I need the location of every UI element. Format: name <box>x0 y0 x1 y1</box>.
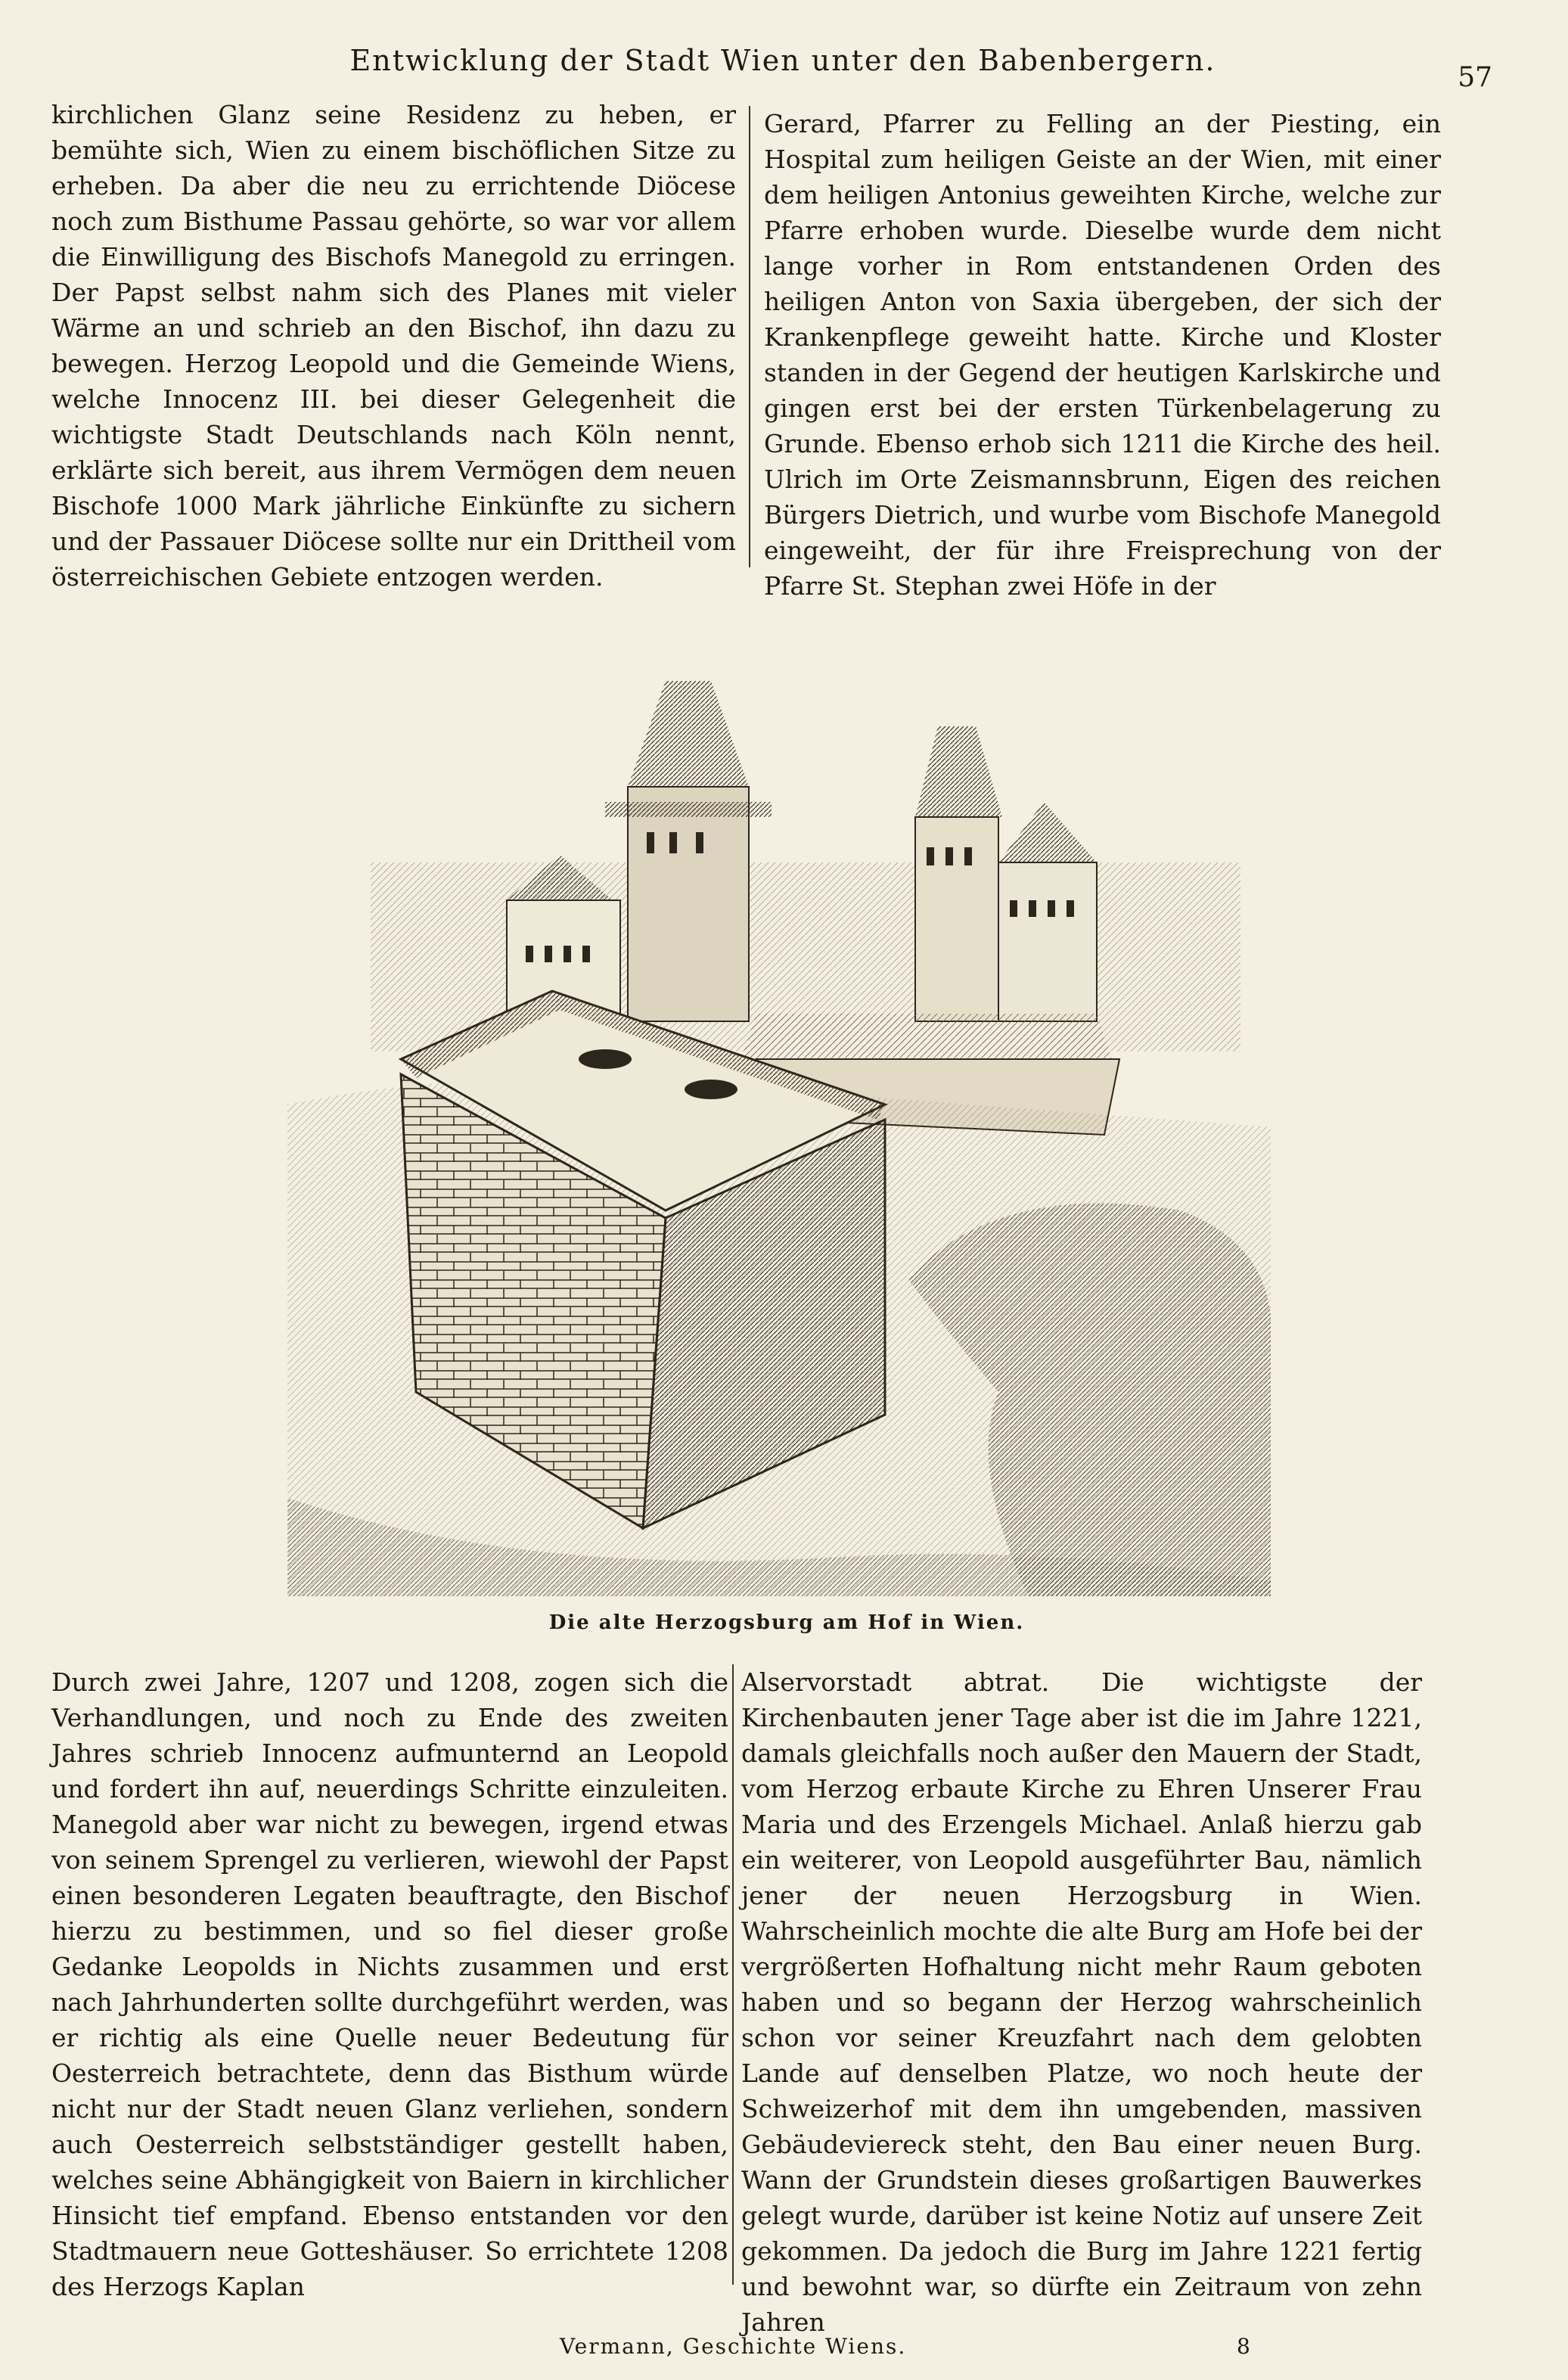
column-divider <box>732 1664 734 2285</box>
footer-author: Vermann, Geschichte Wiens. <box>560 2334 907 2359</box>
page-number: 57 <box>1458 62 1492 93</box>
signature-mark: 8 <box>1237 2334 1250 2359</box>
text-column-bottom-left <box>51 1664 728 2304</box>
text-column-top-left <box>51 97 736 595</box>
engraving-illustration <box>287 635 1271 1596</box>
running-title: Entwicklung der Stadt Wien unter den Babenbergern. <box>349 44 1216 77</box>
paragraph: Durch zwei Jahre, 1207 und 1208, zogen sich die Verhandlungen, und noch zu Ende des zweiten Jahres schrieb Innocenz aufmunternd an Leopold und fordert ihn auf, neuerdings Schritte einzuleiten. Manegold aber war nicht zu bewegen, irgend etwas von seinem Sprengel zu verlieren, wiewohl der Papst einen besonderen Legaten beauftragte, den Bischof hierzu zu bestimmen, und so fiel dieser große Gedanke Leopolds in Nichts zusammen und erst nach Jahrhunderten sollte durchgeführt werden, was er richtig als eine Quelle neuer Bedeutung für Oesterreich betrachtete, denn das Bisthum würde nicht nur der Stadt neuen Glanz verliehen, sondern auch Oesterreich selbstständiger gestellt haben, welches seine Abhängigkeit von Baiern in kirchlicher Hinsicht tief empfand. Ebenso entstanden vor den Stadtmauern neue Gotteshäuser. So errichtete 1208 des Herzogs Kaplan <box>51 1667 728 2301</box>
castle-engraving <box>287 635 1271 1596</box>
paragraph: kirchlichen Glanz seine Residenz zu heben, er bemühte sich, Wien zu einem bischöflichen Sitze zu erheben. Da aber die neu zu errichtende Diöcese noch zum Bisthume Passau gehörte, so war vor allem die Einwilligung des Bischofs Manegold zu erringen. Der Papst selbst nahm sich des Planes mit vieler Wärme an und schrieb an den Bischof, ihn dazu zu bewegen. Herzog Leopold und die Gemeinde Wiens, welche Innocenz III. bei dieser Gelegenheit die wichtigste Stadt Deutschlands nach Köln nennt, erklärte sich bereit, aus ihrem Vermögen dem neuen Bischofe 1000 Mark jährliche Einkünfte zu sichern und der Passauer Diöcese sollte nur ein Drittheil vom österreichischen Gebiete entzogen werden. <box>51 100 736 592</box>
paragraph: Alservorstadt abtrat. Die wichtigste der Kirchenbauten jener Tage aber ist die im Jahre 1221, damals gleichfalls noch außer den Mauern der Stadt, vom Herzog erbaute Kirche zu Ehren Unserer Frau Maria und des Erzengels Michael. Anlaß hierzu gab ein weiterer, von Leopold ausgeführter Bau, nämlich jener der neuen Herzogsburg in Wien. Wahrscheinlich mochte die alte Burg am Hofe bei der vergrößerten Hofhaltung nicht mehr Raum geboten haben und so begann der Herzog wahrscheinlich schon vor seiner Kreuzfahrt nach dem gelobten Lande auf denselben Platze, wo noch heute der Schweizerhof mit dem ihn umgebenden, massiven Gebäudeviereck steht, den Bau einer neuen Burg. Wann der Grundstein dieses großartigen Bauwerkes gelegt wurde, darüber ist keine Notiz auf unsere Zeit gekommen. Da jedoch die Burg im Jahre 1221 fertig und bewohnt war, so dürfte ein Zeitraum von zehn Jahren <box>741 1667 1422 2337</box>
column-divider <box>749 106 750 567</box>
text-column-bottom-right <box>741 1664 1422 2340</box>
paragraph: Gerard, Pfarrer zu Felling an der Piesting, ein Hospital zum heiligen Geiste an der Wien, mit einer dem heiligen Antonius geweihten Kirche, welche zur Pfarre erhoben wurde. Dieselbe wurde dem nicht lange vorher in Rom entstandenen Orden des heiligen Anton von Saxia übergeben, der sich der Krankenpflege geweiht hatte. Kirche und Kloster standen in der Gegend der heutigen Karlskirche und gingen erst bei der ersten Türkenbelagerung zu Grunde. Ebenso erhob sich 1211 die Kirche des heil. Ulrich im Orte Zeismannsbrunn, Eigen des reichen Bürgers Dietrich, und wurbe vom Bischofe Manegold eingeweiht, der für ihre Freisprechung von der Pfarre St. Stephan zwei Höfe in der <box>764 109 1441 601</box>
text-column-top-right <box>764 106 1441 604</box>
figure-caption: Die alte Herzogsburg am Hof in Wien. <box>548 1611 1025 1634</box>
